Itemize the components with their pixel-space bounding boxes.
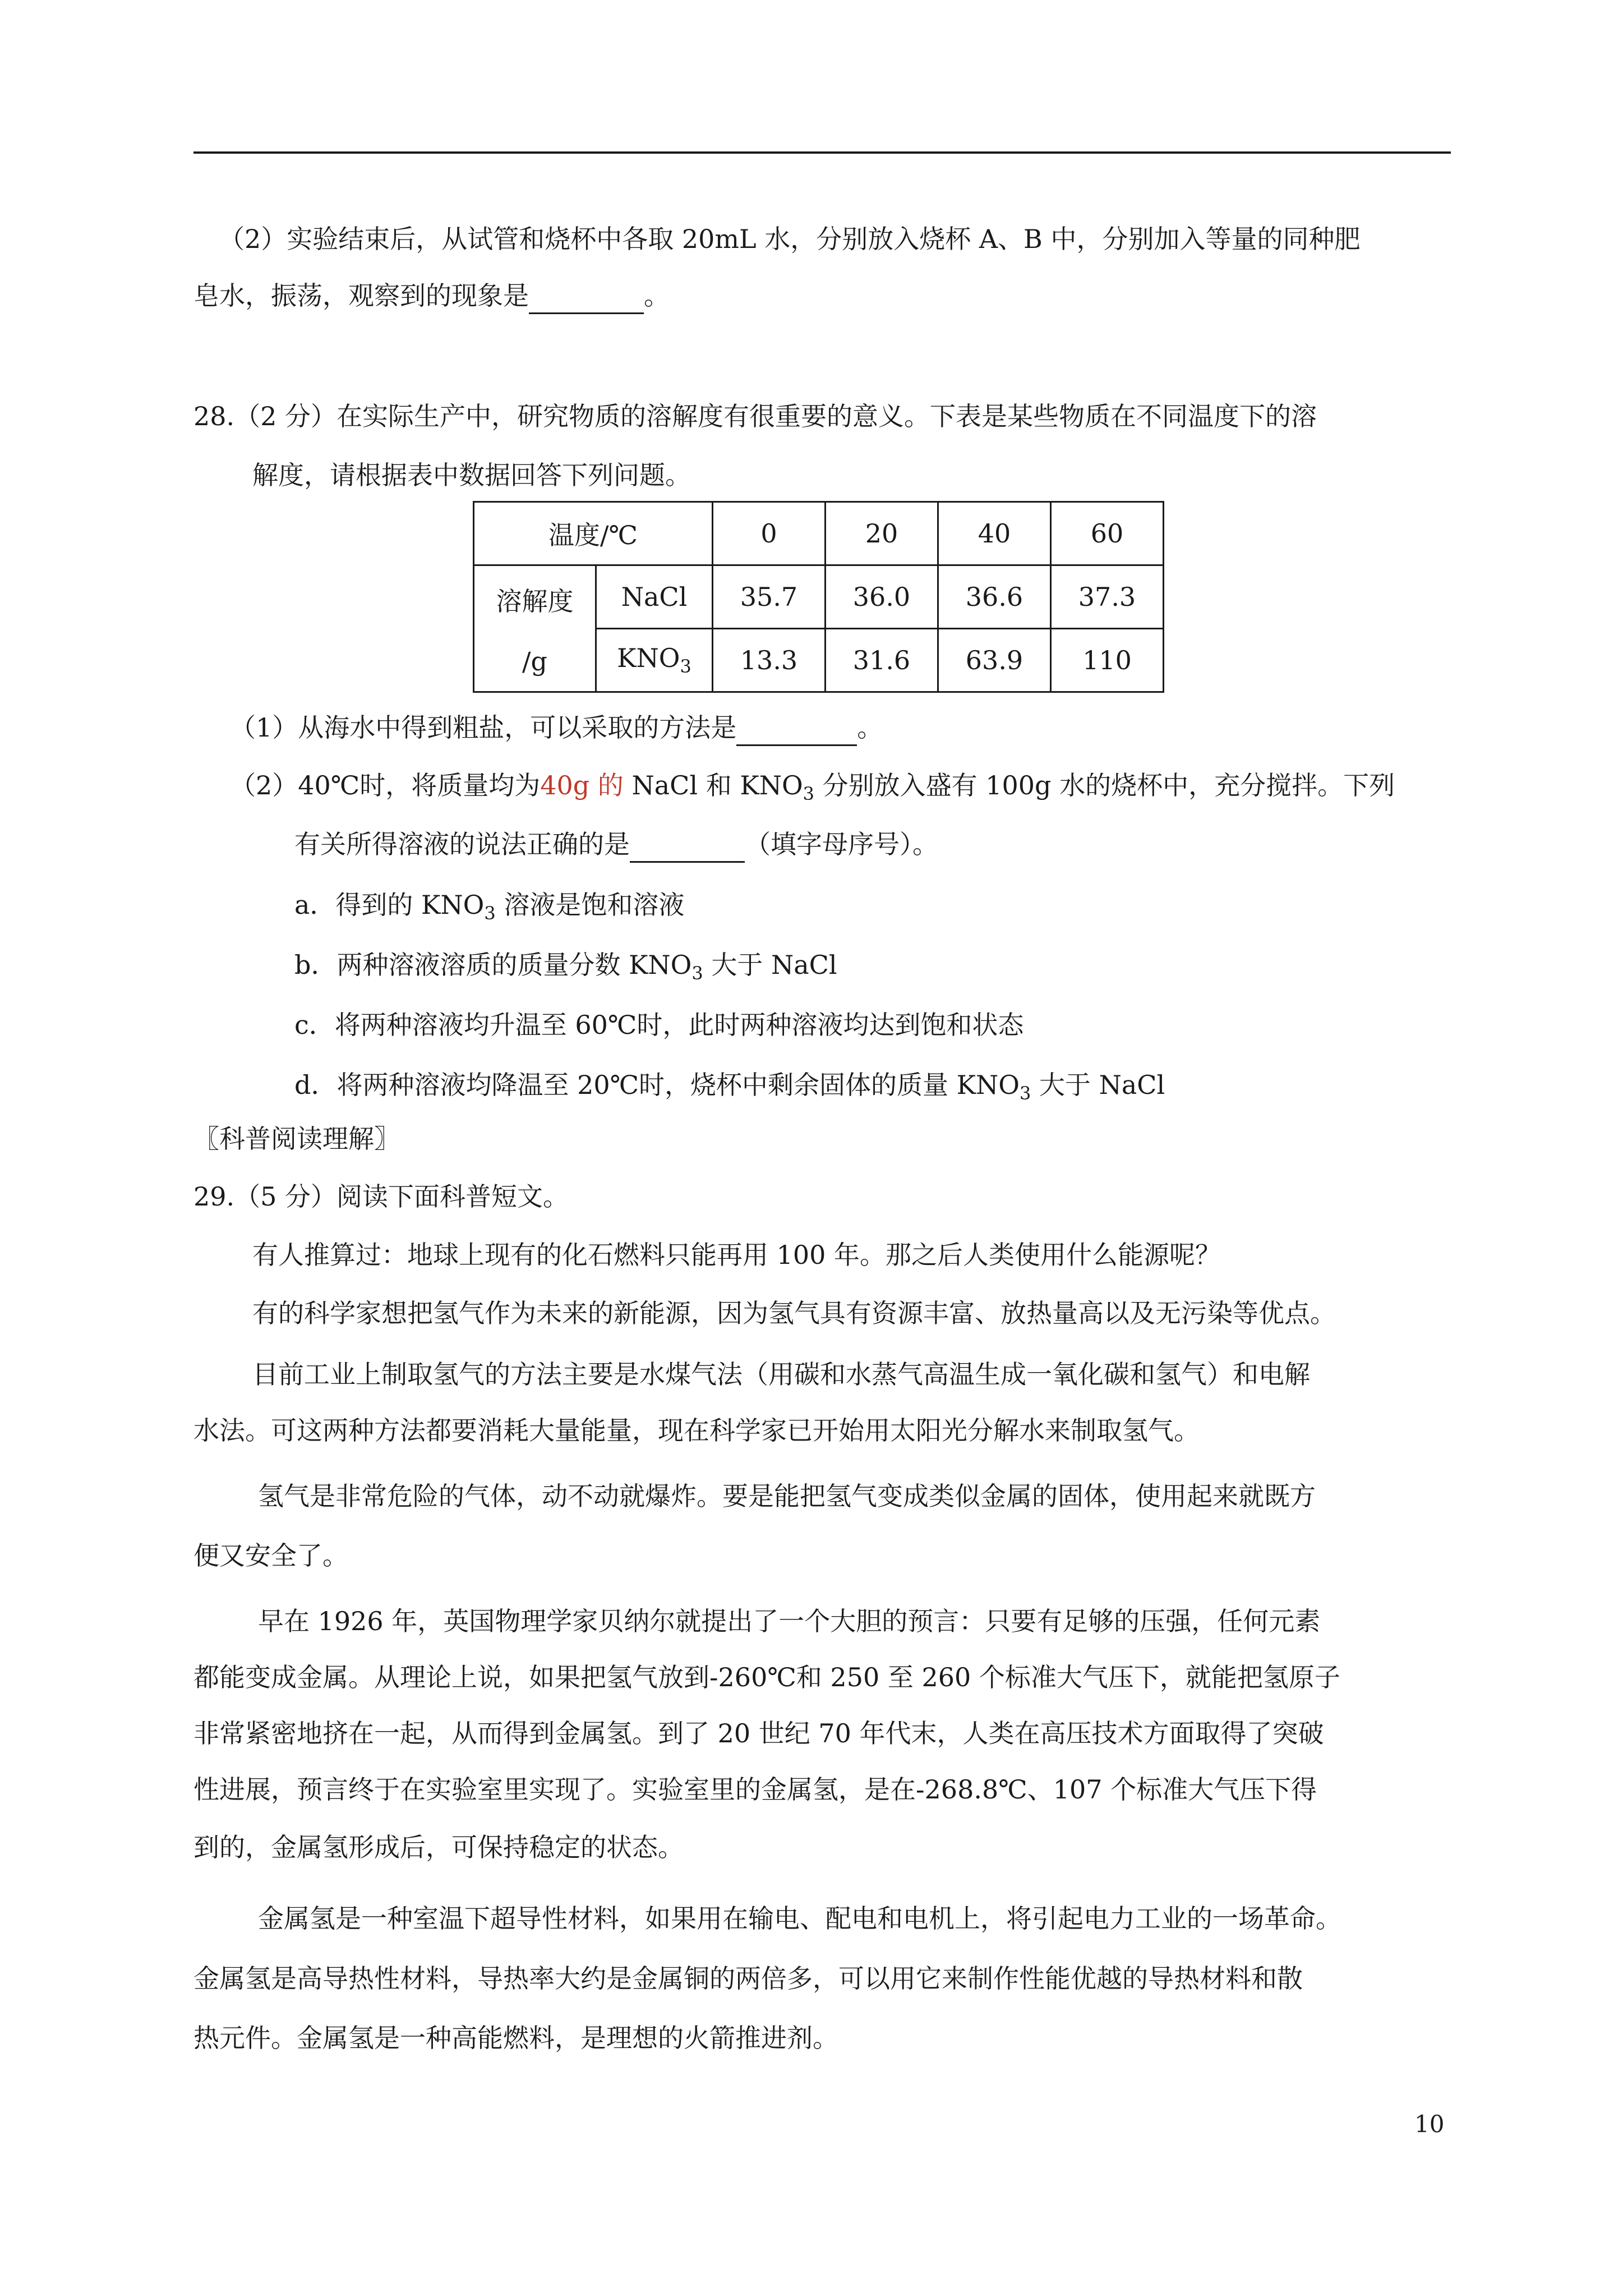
q29-intro: 29.（5 分）阅读下面科普短文。 xyxy=(193,1181,569,1212)
option-b xyxy=(294,948,837,990)
kno3-label-cell xyxy=(596,629,713,692)
temp-cell: 40 xyxy=(938,502,1051,565)
q28-sub1 xyxy=(230,711,883,746)
q28-sub2-text-b: NaCl 和 KNO xyxy=(623,770,803,800)
q29-p5-line2: 都能变成金属。从理论上说，如果把氢气放到-260℃和 250 至 260 个标准大气压下，就能把氢原子 xyxy=(193,1662,1340,1692)
table-header-row xyxy=(474,502,1164,565)
q28-sub1-end: 。 xyxy=(857,712,883,743)
subscript: 3 xyxy=(484,903,496,924)
subscript: 3 xyxy=(803,783,815,805)
q29-p3-line1: 目前工业上制取氢气的方法主要是水煤气法（用碳和水蒸气高温生成一氧化碳和氢气）和电解 xyxy=(252,1359,1310,1389)
q29-p2: 有的科学家想把氢气作为未来的新能源，因为氢气具有资源丰富、放热量高以及无污染等优点。 xyxy=(252,1298,1336,1328)
q28-intro-line1: 28.（2 分）在实际生产中，研究物质的溶解度有很重要的意义。下表是某些物质在不同温度下的溶 xyxy=(193,401,1317,431)
q29-p6-line2: 金属氢是高导热性材料，导热率大约是金属铜的两倍多，可以用它来制作性能优越的导热材料和散 xyxy=(193,1963,1303,1994)
solubility-table xyxy=(473,501,1164,693)
table-cell: 35.7 xyxy=(713,565,826,629)
kno3-subscript: 3 xyxy=(680,656,691,678)
q29-p1: 有人推算过：地球上现有的化石燃料只能再用 100 年。那之后人类使用什么能源呢？ xyxy=(252,1240,1221,1270)
q29-p5-line5: 到的，金属氢形成后，可保持稳定的状态。 xyxy=(193,1832,684,1862)
option-a xyxy=(294,888,684,930)
q28-sub2-line1 xyxy=(230,769,1395,811)
q28-sub2-text-d: 有关所得溶液的说法正确的是 xyxy=(294,829,630,859)
answer-blank[interactable] xyxy=(529,279,644,314)
q28-intro-line2: 解度，请根据表中数据回答下列问题。 xyxy=(252,460,691,490)
q28-sub1-text: （1）从海水中得到粗盐，可以采取的方法是 xyxy=(230,712,737,743)
q28-sub2-text-c: 分别放入盛有 100g 水的烧杯中，充分搅拌。下列 xyxy=(814,770,1395,800)
q29-p3-line2: 水法。可这两种方法都要消耗大量能量，现在科学家已开始用太阳光分解水来制取氢气。 xyxy=(193,1415,1200,1446)
option-a-text-2: 溶液是饱和溶液 xyxy=(495,890,685,920)
temp-cell: 20 xyxy=(826,502,938,565)
solubility-label-bottom: /g xyxy=(522,646,547,677)
option-b-text: b．两种溶液溶质的质量分数 KNO xyxy=(294,950,692,980)
header-rule xyxy=(193,151,1451,154)
page-number: 10 xyxy=(1414,2110,1445,2138)
answer-blank[interactable] xyxy=(630,827,745,863)
q29-p4-line2: 便又安全了。 xyxy=(193,1540,348,1571)
temp-cell: 0 xyxy=(713,502,826,565)
section-heading: 〖科普阅读理解〗 xyxy=(193,1124,400,1154)
option-c: c．将两种溶液均升温至 60℃时，此时两种溶液均达到饱和状态 xyxy=(294,1010,1024,1040)
option-b-text-2: 大于 NaCl xyxy=(703,950,837,980)
q29-p6-line1: 金属氢是一种室温下超导性材料，如果用在输电、配电和电机上，将引起电力工业的一场革命。 xyxy=(258,1903,1341,1934)
subscript: 3 xyxy=(1020,1083,1031,1105)
q28-sub2-text-a: （2）40℃时，将质量均为 xyxy=(230,770,541,800)
q27-part2-line2 xyxy=(193,279,670,314)
kno3-label: KNO xyxy=(617,643,680,674)
q29-p5-line3: 非常紧密地挤在一起，从而得到金属氢。到了 20 世纪 70 年代末，人类在高压技术方面取得了突破 xyxy=(193,1718,1324,1749)
q28-sub2-red-text: 40g 的 xyxy=(540,770,624,800)
table-cell: 13.3 xyxy=(713,629,826,692)
option-a-text: a．得到的 KNO xyxy=(294,890,485,920)
solubility-label-cell xyxy=(474,565,596,692)
q29-p6-line3: 热元件。金属氢是一种高能燃料，是理想的火箭推进剂。 xyxy=(193,2023,838,2053)
q29-p4-line1: 氢气是非常危险的气体，动不动就爆炸。要是能把氢气变成类似金属的固体，使用起来就既方 xyxy=(258,1481,1316,1511)
option-d-text-2: 大于 NaCl xyxy=(1031,1070,1165,1100)
table-cell: 36.6 xyxy=(938,565,1051,629)
q27-part2-end: 。 xyxy=(644,280,670,311)
nacl-label-cell: NaCl xyxy=(596,565,713,629)
table-cell: 36.0 xyxy=(826,565,938,629)
option-d xyxy=(294,1068,1165,1110)
temp-cell: 60 xyxy=(1051,502,1164,565)
solubility-label-top: 溶解度 xyxy=(496,586,574,616)
option-d-text: d．将两种溶液均降温至 20℃时，烧杯中剩余固体的质量 KNO xyxy=(294,1070,1020,1100)
q29-p5-line4: 性进展，预言终于在实验室里实现了。实验室里的金属氢，是在-268.8℃、107 个标准大气压下得 xyxy=(193,1774,1317,1805)
subscript: 3 xyxy=(691,963,703,984)
q27-part2-text: 皂水，振荡，观察到的现象是 xyxy=(193,280,529,311)
temp-header-cell: 温度/℃ xyxy=(474,502,713,565)
q28-sub2-line2 xyxy=(294,827,938,863)
q27-part2-line1: （2）实验结束后，从试管和烧杯中各取 20mL 水，分别放入烧杯 A、B 中，分别加入等量的同种肥 xyxy=(219,224,1361,254)
table-cell: 31.6 xyxy=(826,629,938,692)
table-cell: 63.9 xyxy=(938,629,1051,692)
q28-sub2-text-e: （填字母序号）。 xyxy=(745,829,938,859)
answer-blank[interactable] xyxy=(736,711,857,746)
table-row-nacl xyxy=(474,565,1164,629)
table-cell: 37.3 xyxy=(1051,565,1164,629)
table-cell: 110 xyxy=(1051,629,1164,692)
q29-p5-line1: 早在 1926 年，英国物理学家贝纳尔就提出了一个大胆的预言：只要有足够的压强，任何元素 xyxy=(258,1606,1321,1636)
